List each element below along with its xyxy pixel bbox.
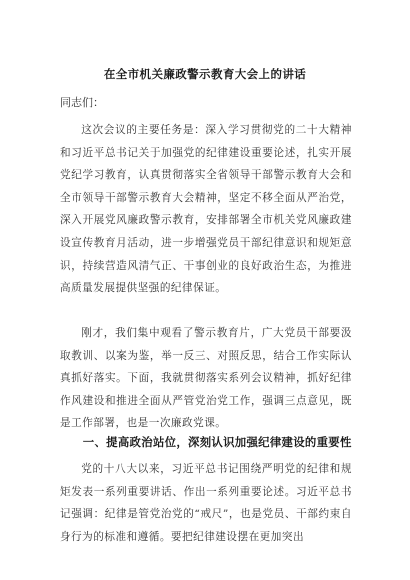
section-paragraph: 党的十八大以来，习近平总书记围绕严明党的纪律和规矩发表一系列重要讲话、作出一系列重要论述。习近平总书记强调：纪律是管党治党的“戒尺”，也是党员、干部约束自身行为的标准和遵循。要把纪律建设摆在更加突出 xyxy=(60,463,352,543)
document-title: 在全市机关廉政警示教育大会上的讲话 xyxy=(103,67,307,81)
body-paragraph-1: 这次会议的主要任务是：深入学习贯彻党的二十大精神和习近平总书记关于加强党的纪律建设重要论述，扎实开展党纪学习教育，认真贯彻落实全省领导干部警示教育大会和全市领导干部警示教育大会精神，坚定不移全面从严治党，深入开展党风廉政警示教育，安排部署全市机关党风廉政建设宣传教育月活动，进一步增强党员干部纪律意识和规矩意识，持续营造风清气正、干事创业的良好政治生态，为推进高质量发展提供坚强的纪律保证。 xyxy=(60,124,352,295)
salutation: 同志们： xyxy=(60,96,104,109)
section-heading: 一、提高政治站位，深刻认识加强纪律建设的重要性 xyxy=(82,435,352,449)
body-paragraph-2: 刚才，我们集中观看了警示教育片，广大党员干部要汲取教训、以案为鉴，举一反三、对照反思，结合工作实际认真抓好落实。下面，我就贯彻落实系列会议精神，抓好纪律作风建设和推进全面从严管党治党工作，强调三点意见，既是工作部署，也是一次廉政党课。 xyxy=(60,327,352,430)
